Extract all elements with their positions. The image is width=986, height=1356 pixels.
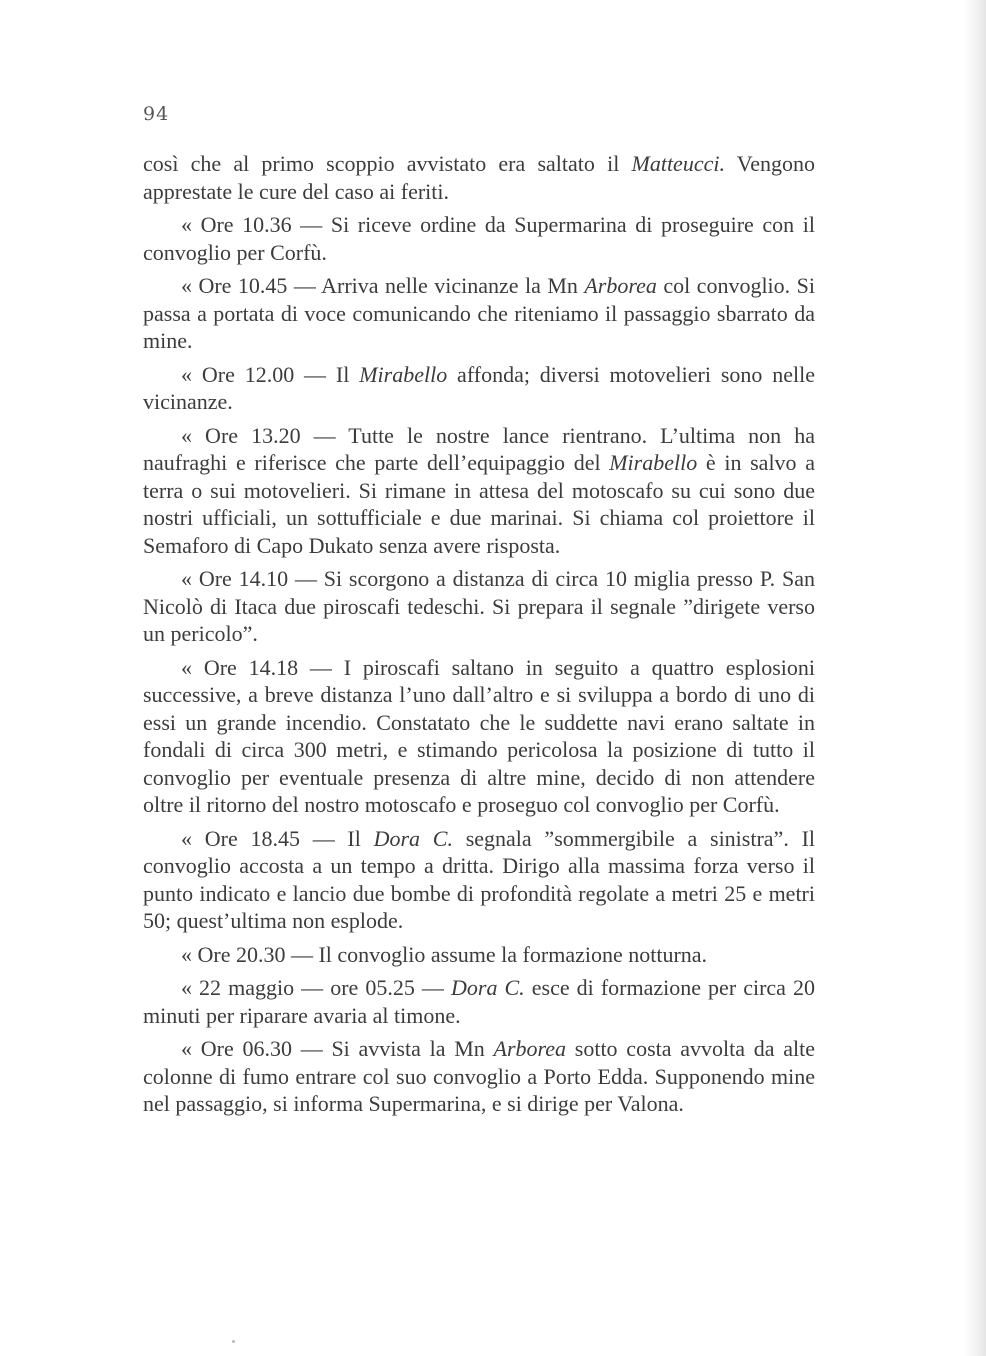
paragraph-2: « Ore 10.36 — Si riceve ordine da Supermarina di proseguire con il convoglio per Corfù.	[143, 212, 815, 265]
paragraph-8: « Ore 18.45 — Il Dora C. segnala ”sommergibile a sinistra”. Il convoglio accosta a un tempo a dritta. Dirigo alla massima forza verso il punto indicato e lancio due bombe di profondità regolate a metri 25 e metri 50; quest’ultima non esplode.	[143, 825, 816, 933]
paragraph-6: « Ore 14.10 — Si scorgono a distanza di circa 10 miglia presso P. San Nicolò di Itaca due piroscafi tedeschi. Si prepara il segnale ”dirigete verso un pericolo”.	[143, 566, 815, 646]
paragraph-3: « Ore 10.45 — Arriva nelle vicinanze la Mn Arborea col convoglio. Si passa a portata di voce comunicando che riteniamo il passaggio sbarrato da mine.	[143, 273, 815, 353]
paragraph-5: « Ore 13.20 — Tutte le nostre lance rientrano. L’ultima non ha naufraghi e riferisce che parte dell’equipaggio del Mirabello è in salvo a terra o sui motovelieri. Si rimane in attesa del motoscafo su cui sono due nostri ufficiali, un sottufficiale e due marinai. Si chiama col proiettore il Semaforo di Capo Dukato senza avere risposta.	[143, 422, 815, 558]
paragraph-4: « Ore 12.00 — Il Mirabello affonda; diversi motovelieri sono nelle vicinanze.	[143, 361, 815, 414]
scan-speck	[232, 1340, 235, 1343]
page-number: 94	[143, 103, 170, 125]
paragraph-11: « Ore 06.30 — Si avvista la Mn Arborea sotto costa avvolta da alte colonne di fumo entrare col suo convoglio a Porto Edda. Supponendo mine nel passaggio, si informa Supermarina, e si dirige per Valona.	[143, 1036, 815, 1116]
body-text	[143, 150, 815, 1124]
paragraph-9: « Ore 20.30 — Il convoglio assume la formazione notturna.	[181, 941, 708, 967]
paragraph-10: « 22 maggio — ore 05.25 — Dora C. esce di formazione per circa 20 minuti per riparare avaria al timone.	[143, 975, 815, 1028]
paragraph-7: « Ore 14.18 — I piroscafi saltano in seguito a quattro esplosioni successive, a breve distanza l’uno dall’altro e si sviluppa a bordo di uno di essi un grande incendio. Constatato che le suddette navi erano saltate in fondali di circa 300 metri, e stimando pericolosa la posizione di tutto il convoglio per eventuale presenza di altre mine, decido di non attendere oltre il ritorno del nostro motoscafo e proseguo col convoglio per Corfù.	[143, 654, 815, 817]
page-edge-shadow	[964, 0, 986, 1356]
paragraph-1: così che al primo scoppio avvistato era saltato il Matteucci. Vengono apprestate le cure del caso ai feriti.	[143, 151, 815, 204]
